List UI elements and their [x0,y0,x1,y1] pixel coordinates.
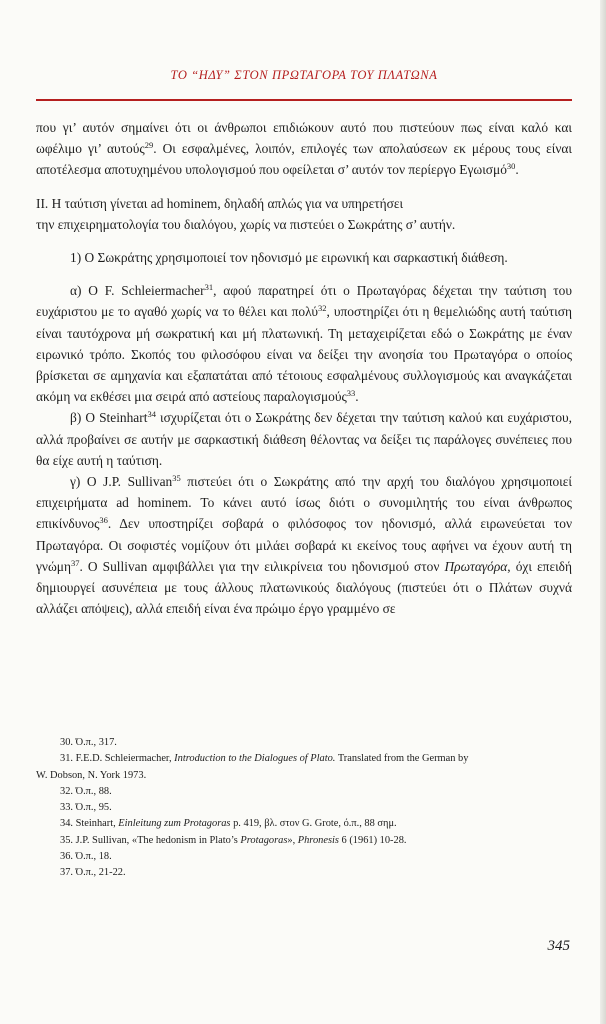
footnote-37: 37. Ό.π., 21-22. [60,867,126,879]
footnote-ref-30[interactable]: 30 [506,161,516,172]
paragraph-beta: β) Ο Steinhart$^{34}$ ισχυρίζεται ότι ο Σωκράτης δεν δέχεται την ταύτιση καλού και ευχάριστου, αλλά προβαίνει σε αυτήν με σαρκαστική διάθεση θέλοντας να δείξει τις παράλογες συνέπειες που θα είχε αυτή η ταύτιση. [36,409,572,468]
footnote-ref-34[interactable]: 34 [147,409,156,420]
footnote-34: 34. Steinhart, Einleitung zum Protagoras p. 419, βλ. στον G. Grote, ό.π., 88 σημ. [60,818,397,830]
footnote-33: 33. Ό.π., 95. [60,802,112,814]
paragraph-gamma: γ) Ο J.P. Sullivan$^{35}$ πιστεύει ότι ο Σωκράτης από την αρχή του διαλόγου χρησιμοποιεί επιχειρήματα ad hominem. Το κάνει αυτό ίσως διότι ο συνομιλητής του είναι άνθρωπος επικίνδυνος$^{36}$. Δεν υποστηρίζει σοβαρά ο φιλόσοφος τον ηδονισμό, αλλά ειρωνεύεται τον Πρωταγόρα. Οι σοφιστές νομίζουν ότι μιλάει σοβαρά κι εκείνος τους αφήνει να έχουν αυτή τη γνώμη$^{37}$. Ο Sullivan αμφιβάλλει για την ειλικρίνεια του ηδονισμού στον Πρωταγόρα, όχι επειδή δημιουργεί ασυνέπεια με τους άλλους πλατωνικούς διαλόγους (πιστεύει ότι ο Πλάτων συχνά αλλάζει απόψεις), αλλά επειδή είναι ένα πρώιμο έργο γραμμένο σε [36,473,572,617]
point-1: 1) Ο Σωκράτης χρησιμοποιεί τον ηδονισμό με ειρωνική και σαρκαστική διάθεση. [70,250,508,266]
footnote-ref-31[interactable]: 31 [204,282,214,293]
footnote-36: 36. Ό.π., 18. [60,851,112,863]
footnote-35: 35. J.P. Sullivan, «The hedonism in Plato’s Protagoras», Phronesis 6 (1961) 10-28. [60,834,407,846]
footnote-31-continued: W. Dobson, N. York 1973. [36,769,147,781]
footnote-ref-35[interactable]: 35 [172,473,181,484]
footnote-32: 32. Ό.π., 88. [60,785,112,797]
footnote-ref-29[interactable]: 29 [144,140,154,151]
footnote-31: 31. F.E.D. Schleiermacher, Introduction to the Dialogues of Plato. Translated from the German by [60,753,469,765]
footnote-ref-32[interactable]: 32 [318,303,327,314]
footnote-ref-33[interactable]: 33 [346,388,356,399]
page-edge [600,0,606,1024]
footnote-30: 30. Ό.π., 317. [60,737,117,748]
footnote-ref-37[interactable]: 37 [70,557,80,568]
main-text [36,117,572,619]
footnotes [36,735,572,882]
header-rule [36,99,572,101]
paragraph-alpha: α) Ο F. Schleiermacher$^{31}$, αφού παρατηρεί ότι ο Πρωταγόρας δέχεται την ταύτιση του ευχάριστου με το αγαθό χωρίς να το θέλει και πολύ$^{32}$, υποστηρίζει ότι η θεμελιώδης αυτή ταύτιση είναι ταυτόχρονα μή σωκρατική και μή πλατωνική. Τη μεταχειρίζεται εδώ ο Σωκράτης με έναν ειρωνικό τρόπο. Σκοπός του φιλοσόφου είναι να δείξει την ανοησία του Πρωταγόρα ο οποίος βρίσκεται σε αμηχανία και εξαπατάται από τέτοιους εσφαλμένους συλλογισμούς και αναγκάζεται ακόμη να εκθέσει μια σειρά από αστείους παραλογισμούς$^{33}$. [36,282,572,405]
paragraph-1: που γι’ αυτόν σημαίνει ότι οι άνθρωποι επιδιώκουν αυτό που πιστεύουν πως είναι καλό και ωφέλιμο γι’ αυτούς$^{29}$. Οι εσφαλμένες, λοιπόν, επιλογές των απολαύσεων εκ μέρους τους είναι αποτέλεσμα αποτυχημένου υπολογισμού που οφείλεται σ’ αυτόν τον περίεργο Εγωισμό$^{30}$. [36,120,572,178]
running-title: ΤΟ “ΗΔΥ” ΣΤΟΝ ΠΡΩΤΑΓΟΡΑ ΤΟΥ ΠΛΑΤΩΝΑ [170,68,438,82]
page-number: 345 [547,938,570,954]
section-heading: ΙΙ. Η ταύτιση γίνεται ad hominem, δηλαδή απλώς για να υπηρετήσει την επιχειρηματολογία του διαλόγου, χωρίς να πιστεύει ο Σωκράτης σ’ αυτήν. [36,195,456,232]
footnote-ref-36[interactable]: 36 [99,515,108,526]
